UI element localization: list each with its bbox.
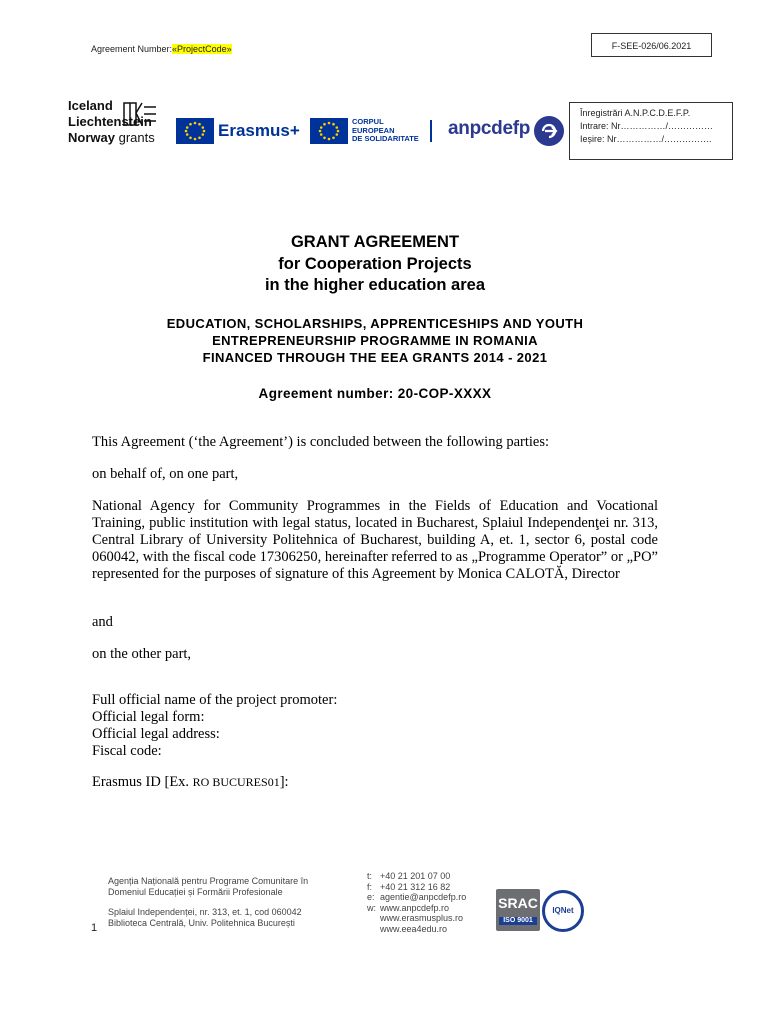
eea-grants-mark-icon (122, 99, 158, 129)
registration-title: Înregistrări A.N.P.C.D.E.F.P. (580, 108, 691, 118)
behalf-paragraph: on behalf of, on one part, (92, 466, 239, 482)
registration-exit: Ieșire: Nr……………/……………. (580, 134, 712, 144)
esc-line-2: EUROPEAN (352, 125, 395, 135)
footer-phone-value: +40 21 201 07 00 (380, 871, 451, 881)
other-part-paragraph: on the other part, (92, 646, 192, 662)
footer-web-2 (367, 913, 466, 924)
document-title: GRANT AGREEMENT (290, 233, 460, 251)
footer-address-line-2: Biblioteca Centrală, Univ. Politehnica București (108, 917, 295, 928)
srac-text: SRAC (498, 895, 538, 911)
agreement-number-title: Agreement number: 20-COP-XXXX (258, 386, 492, 401)
footer-email (367, 892, 466, 903)
registration-entry: Intrare: Nr……………/…………… (580, 121, 714, 131)
erasmus-plus-logo (176, 118, 298, 144)
promoter-legal-form-field: Official legal form: (92, 709, 205, 725)
footer-phone (367, 871, 466, 882)
erasmus-plus-wordmark: Erasmus+ (218, 121, 300, 140)
iqnet-certification-logo: IQNet (542, 890, 584, 932)
eea-logo-grants: grants (118, 130, 155, 145)
anpcdefp-wordmark: anpcdefp (448, 118, 531, 139)
footer-web-value-1: www.anpcdefp.ro (380, 902, 450, 913)
and-paragraph: and (92, 614, 113, 630)
registration-box (569, 102, 733, 160)
promoter-fiscal-code-field: Fiscal code: (92, 743, 162, 759)
footer-agency-info (108, 876, 308, 928)
erasmus-id-field (92, 774, 289, 791)
footer-web-value-2: www.erasmusplus.ro (380, 913, 464, 923)
anpcdefp-arrow-icon (534, 116, 564, 146)
footer-phone-key: t: (367, 871, 373, 881)
document-subtitle-1: for Cooperation Projects (278, 255, 472, 273)
agreement-number-label: Agreement Number: (91, 44, 173, 54)
page-number: 1 (91, 922, 98, 934)
programme-operator-paragraph: National Agency for Community Programmes in the Fields of Education and Vocational Training, public institution with legal status, located in Bucharest, Splaiul Independenţei nr. 313, Central Library of University Politehnica of Bucharest, building A, et. 1, sector 6, postal code 060042, with the fiscal code 17306250, hereinafter referred to as „Programme Operator” or „PO” represented for the purposes of signature of this Agreement by Monica CALOTĂ, Director (92, 498, 658, 582)
footer-agency-line-2: Domeniul Educației și Formării Profesionale (108, 886, 283, 897)
footer-web-value-3: www.eea4edu.ro (380, 923, 448, 934)
document-subtitle-2: in the higher education area (264, 276, 486, 294)
footer-address-line-1: Splaiul Independenței, nr. 313, et. 1, cod 060042 (108, 907, 302, 917)
promoter-name-field: Full official name of the project promoter: (92, 692, 338, 708)
eea-logo-iceland: Iceland (68, 98, 113, 113)
erasmus-id-suffix: ]: (279, 774, 289, 790)
programme-title-3: FINANCED THROUGH THE EEA GRANTS 2014 - 2021 (202, 350, 548, 365)
srac-certification-logo (496, 889, 540, 931)
footer-web-key: w: (367, 902, 376, 913)
intro-paragraph: This Agreement (‘the Agreement’) is concluded between the following parties: (92, 434, 550, 450)
eu-flag-icon (176, 118, 214, 144)
erasmus-id-prefix: Erasmus ID [Ex. (92, 774, 193, 790)
eu-flag-icon (310, 118, 348, 144)
srac-iso-text: ISO 9001 (499, 917, 537, 925)
footer-email-value: agentie@anpcdefp.ro (380, 892, 467, 902)
promoter-fields (92, 692, 337, 760)
eea-logo-norway-grants (68, 130, 168, 146)
footer-web-1 (367, 903, 466, 914)
programme-title-2: ENTREPRENEURSHIP PROGRAMME IN ROMANIA (212, 333, 538, 348)
erasmus-id-example: RO BUCURES01 (192, 775, 280, 789)
footer-agency-line-1: Agenția Națională pentru Programe Comunitare în (108, 876, 309, 886)
agreement-number-header (91, 44, 232, 54)
form-code-box: F-SEE-026/06.2021 (591, 33, 712, 57)
footer-email-key: e: (367, 892, 375, 902)
european-solidarity-corps-logo (310, 118, 435, 144)
footer-contact-info (367, 871, 466, 934)
esc-line-3: DE SOLIDARITATE (352, 134, 419, 143)
footer-fax-key: f: (367, 881, 373, 892)
eea-logo-liechtenstein: Liechtenstein (68, 114, 152, 129)
footer-fax-value: +40 21 312 16 82 (380, 881, 451, 892)
esc-divider (430, 120, 432, 142)
project-code-placeholder: «ProjectCode» (172, 44, 232, 54)
footer-fax (367, 882, 466, 893)
anpcdefp-logo (448, 114, 566, 148)
esc-wordmark (352, 118, 419, 144)
programme-title-1: EDUCATION, SCHOLARSHIPS, APPRENTICESHIPS AND YOUTH (166, 316, 584, 331)
footer-web-3 (367, 924, 466, 935)
esc-line-1: CORPUL (352, 117, 384, 126)
eea-logo-norway: Norway (68, 130, 115, 145)
promoter-legal-address-field: Official legal address: (92, 726, 220, 742)
